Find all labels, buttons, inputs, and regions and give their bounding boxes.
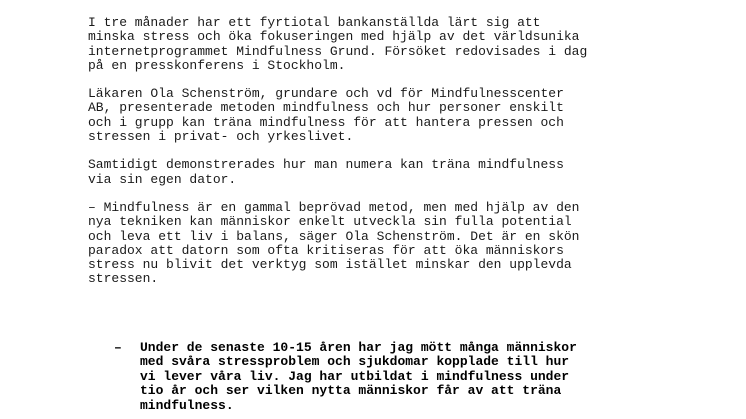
paragraph-demonstration: Samtidigt demonstrerades hur man numera kan träna mindfulness via sin egen dator. xyxy=(88,157,564,187)
paragraph-intro: I tre månader har ett fyrtiotal bankanställda lärt sig att minska stress och öka fokuseringen med hjälp av det världsunika internetprogrammet Mindfulness Grund. Försöket redovisades i dag på en presskonferens i Stockholm. xyxy=(88,15,588,73)
paragraph-citation: – Mindfulness är en gammal beprövad metod, men med hjälp av den nya tekniken kan människor enkelt utveckla sin fulla potential och leva ett liv i balans, säger Ola Schenström. Det är en skön paradox att datorn som ofta kritiseras för att öka människors stress nu blivit det verktyg som istället minskar den upplevda stressen. xyxy=(88,199,580,287)
quote-dash: – xyxy=(114,340,122,355)
article-body xyxy=(88,16,728,301)
paragraph-presenter: Läkaren Ola Schenström, grundare och vd för Mindfulnesscenter AB, presenterade metoden mindfulness och hur personer enskilt och i grupp kan träna mindfulness för att hantera pressen och stressen i privat- och yrkeslivet. xyxy=(88,86,564,145)
quote-text: Under de senaste 10-15 åren har jag mött många människor med svåra stressproblem och sjukdomar kopplade till hur vi lever våra liv. Jag har utbildat i mindfulness under tio år och ser vilken nytta människor får av att träna mindfulness. xyxy=(140,340,577,413)
